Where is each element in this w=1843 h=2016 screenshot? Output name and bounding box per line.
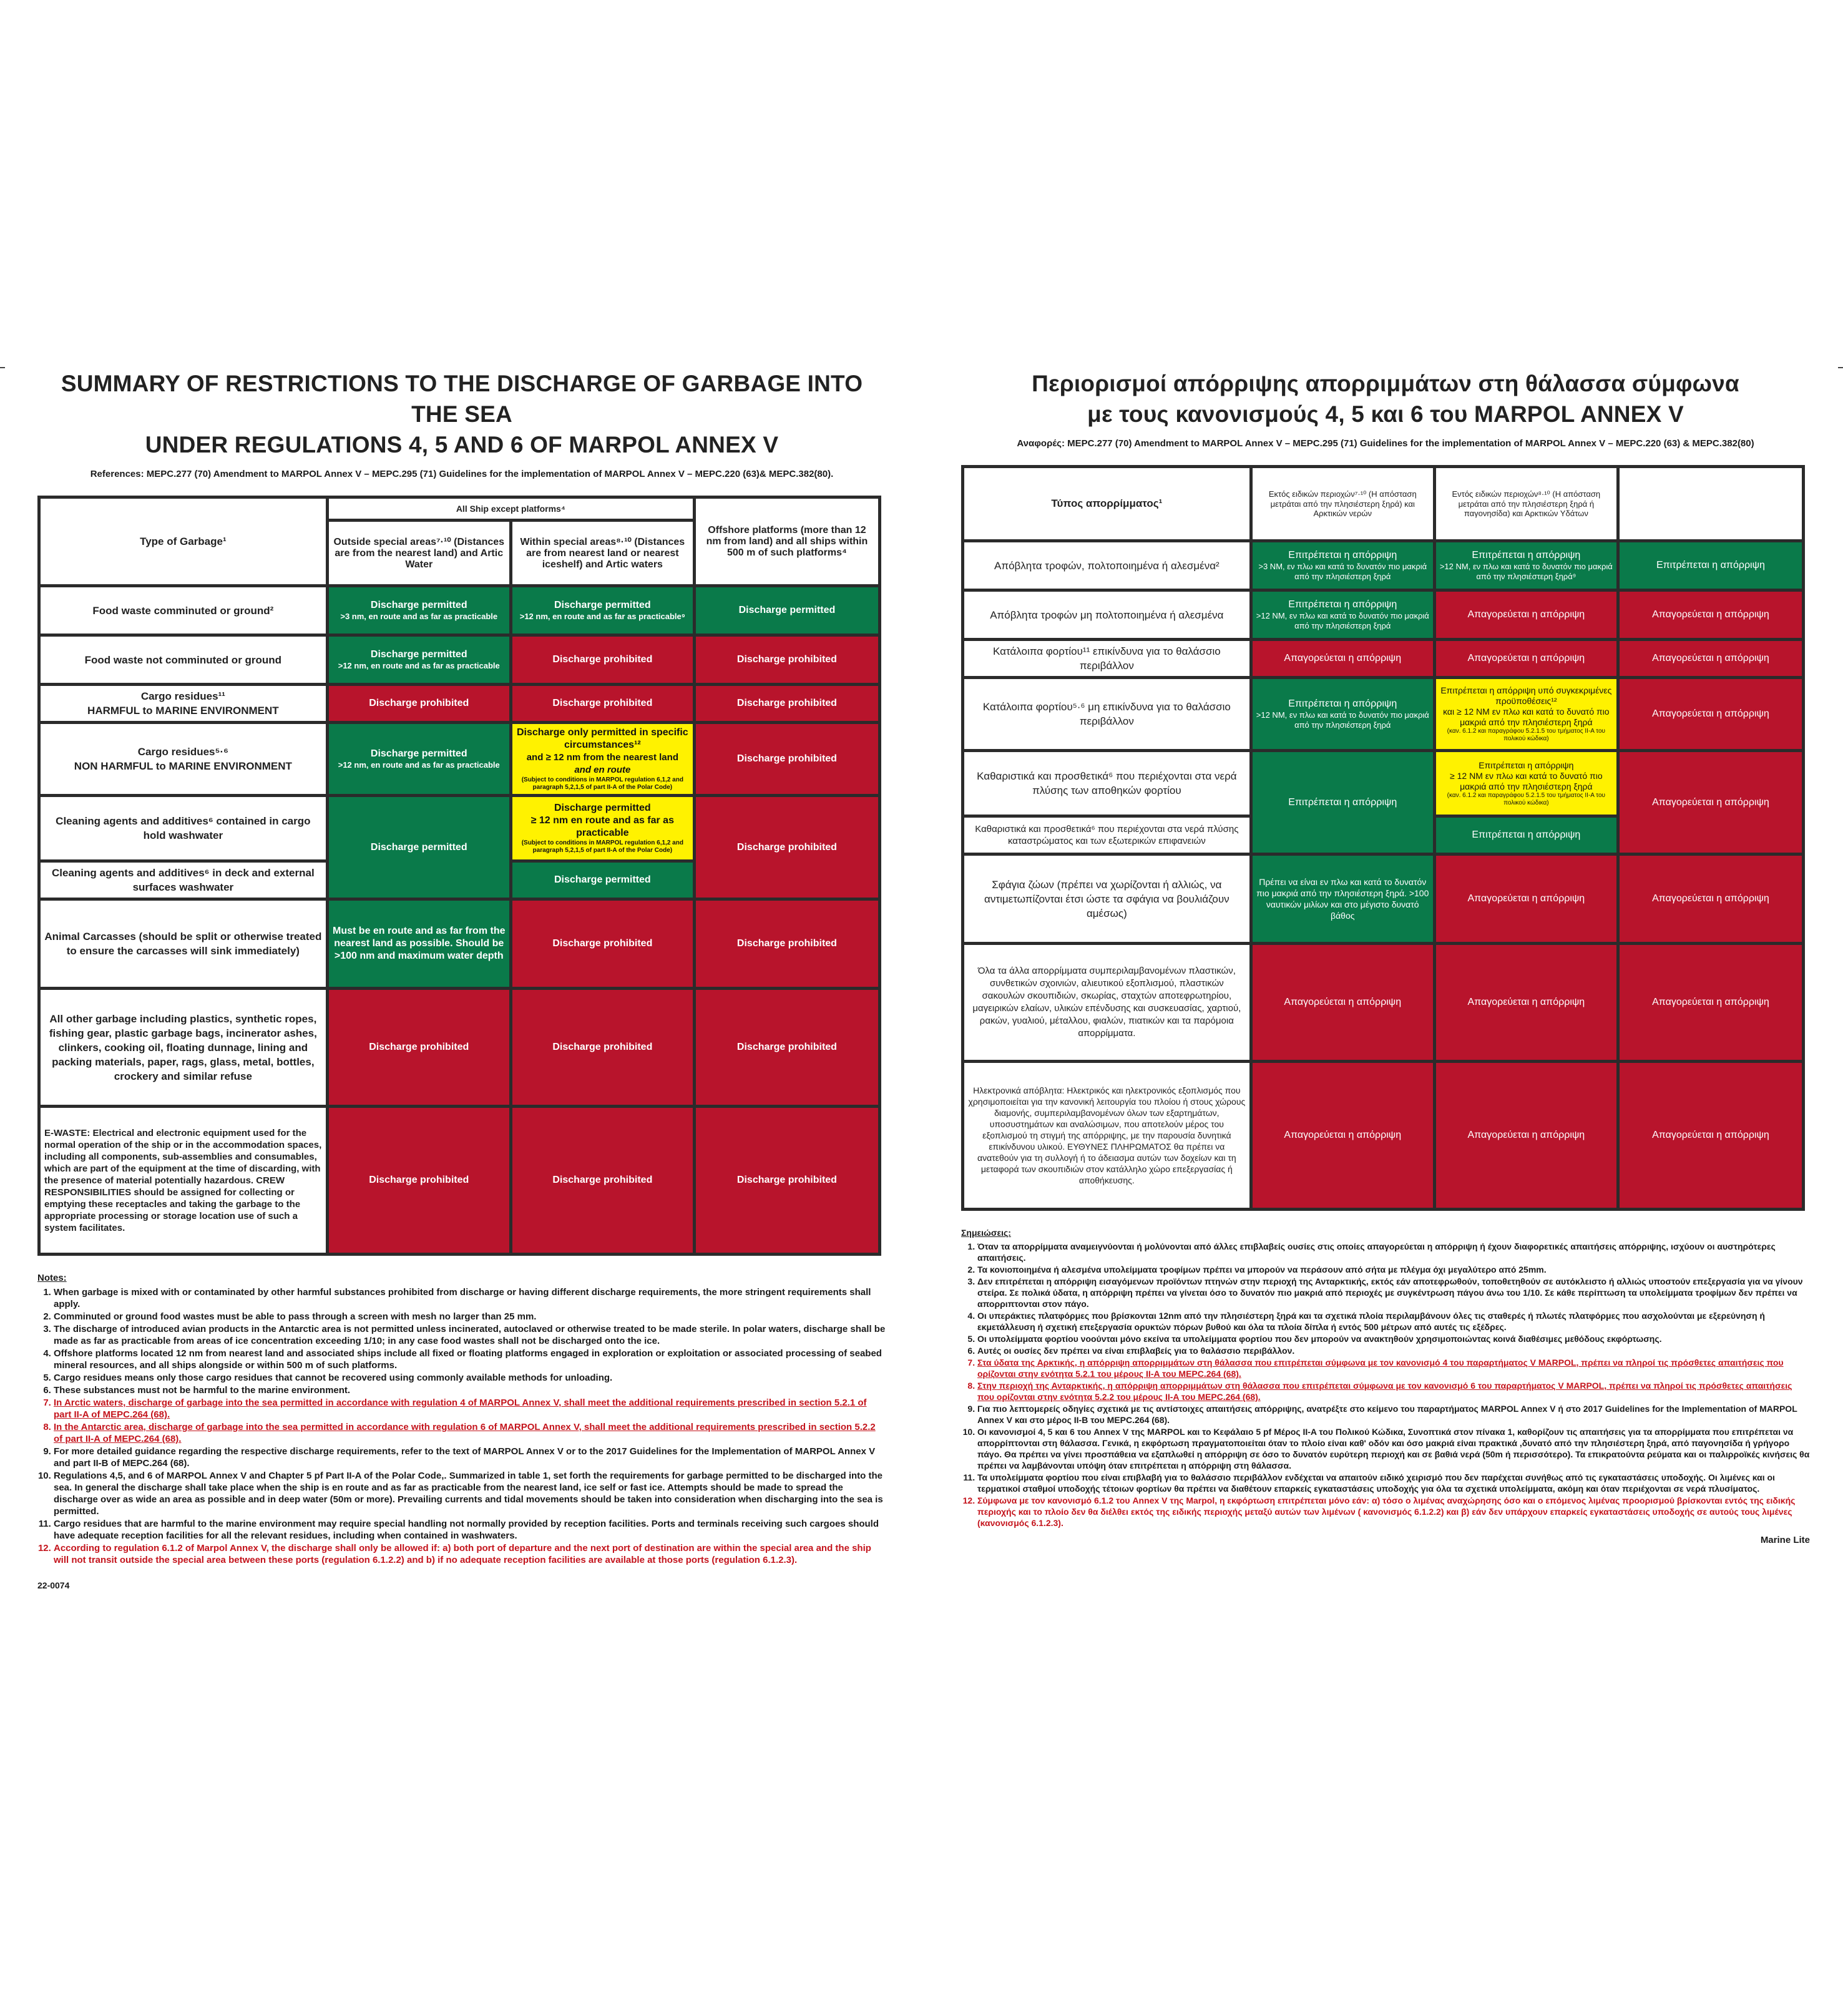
header-outside-special: Outside special areas⁷·¹⁰ (Distances are from the nearest land) and Artic Water xyxy=(329,522,509,584)
restrictions-table-greek xyxy=(961,465,1805,1211)
note-item: 12. According to regulation 6.1.2 of Marpol Annex V, the discharge shall only be allowed if: a) both port of departure and the next port of destination are within the special area and the ship will not transit outside the special area between these ports (regulation 6.1.2.2) and b) if no adequate reception facilities are available at those ports (regulation 6.1.2.3). xyxy=(54,1542,886,1566)
condition-text: >12 NM, εν πλω και κατά το δυνατόν πιο μακριά από την πλησιέστερη ξηρά⁹ xyxy=(1439,562,1613,581)
cell-prohibited: Discharge prohibited xyxy=(696,686,878,721)
cell-conditional-green: Πρέπει να είναι εν πλω και κατά το δυνατόν πιο μακριά από την πλησιέστερη ξηρά. >100 ναυτικών μιλίων και στο μέγιστο δυνατό βάθος xyxy=(1253,856,1433,942)
cell-prohibited: Discharge prohibited xyxy=(329,990,509,1105)
note-item: 7. In Arctic waters, discharge of garbage into the sea permitted in accordance with regulation 4 of MARPOL Annex V, shall meet the additional requirements prescribed in section 5.2.1 of part II-A of MEPC.264 (68). xyxy=(54,1397,886,1421)
header-within-special: Εντός ειδικών περιοχών⁸·¹⁰ (Η απόσταση μετράται από την πλησιέστερη ξηρά ή παγονησίδα) και Αρκτικών Υδάτων xyxy=(1436,468,1616,539)
cell-prohibited: Discharge prohibited xyxy=(512,637,693,683)
greek-panel xyxy=(961,368,1810,1546)
cell-conditional xyxy=(512,797,693,859)
row-cleaning-hold: Καθαριστικά και προσθετικά⁶ που περιέχονται στα νερά πλύσης των αποθηκών φορτίου xyxy=(964,752,1249,815)
restrictions-table-english xyxy=(37,496,881,1256)
condition-text: Discharge only permitted in specific circumstances¹² xyxy=(516,727,688,750)
row-cargo-non-harmful xyxy=(41,724,326,794)
note-item: 12. Σύμφωνα με τον κανονισμό 6.1.2 του Annex V της Marpol, η εκφόρτωση επιτρέπεται μόνο εάν: α) τόσο ο λιμένας αναχώρησης όσο και ο επόμενος λιμένας προορισμού βρίσκονται εντός της ειδικής περιοχής και το πλοίο δεν θα διέλθει εκτός της ειδικής περιοχής μεταξύ αυτών των λιμένων ( κανονισμός 6.1.2.2) και β) εάν δεν υπάρχουν επαρκείς εγκαταστάσεις υποδοχής σε αυτούς τους λιμένες (κανονισμός 6.1.2.3). xyxy=(977,1495,1810,1529)
status-text: Επιτρέπεται η απόρριψη xyxy=(1288,599,1397,610)
note-item: 10. Regulations 4,5, and 6 of MARPOL Annex V and Chapter 5 pf Part II-A of the Polar Code,. Summarized in table 1, set forth the requirements for garbage permitted to be discharged into the sea. In general the discharge shall take place when the ship is en route and as far as practicable from the nearest land, ice self or fast ice. Attempts should be made to spread the discharge over as wide an area as possible and in deep water (50m or more). Prevailing currents and tidal movements should be taken into consideration when discharging into the sea is permitted. xyxy=(54,1470,886,1517)
cell-prohibited: Discharge prohibited xyxy=(696,797,878,898)
cell-permitted: Επιτρέπεται η απόρριψη xyxy=(1253,752,1433,853)
fine-print: (καν. 6.1.2 και παραγράφου 5.2.1.5 του τμήματος II-A του πολικού κώδικα) xyxy=(1447,791,1606,806)
header-type-of-garbage: Type of Garbage¹ xyxy=(41,499,326,584)
fine-print: (Subject to conditions in MARPOL regulation 6,1,2 and paragraph 5,2,1,5 of part II-A of the Polar Code) xyxy=(521,776,683,791)
fine-print: (Subject to conditions in MARPOL regulation 6,1,2 and paragraph 5,2,1,5 of part II-A of the Polar Code) xyxy=(521,839,683,854)
status-text: Επιτρέπεται η απόρριψη xyxy=(1288,550,1397,560)
cell-permitted xyxy=(1253,542,1433,589)
row-cleaning-deck: Καθαριστικά και προσθετικά⁶ που περιέχονται στα νερά πλύσης καταστρώματος και των εξωτερικών επιφανειών xyxy=(964,818,1249,853)
row-cargo-non-harmful: Κατάλοιπα φορτίου⁵·⁶ μη επικίνδυνα για το θαλάσσιο περιβάλλον xyxy=(964,679,1249,749)
row-e-waste: Ηλεκτρονικά απόβλητα: Ηλεκτρικός και ηλεκτρονικός εξοπλισμός που χρησιμοποιείται για την κανονική λειτουργία του πλοίου ή στους χώρους διαμονής, συμπεριλαμβανομένων όλων των εξαρτημάτων, υποσυστημάτων και αναλώσιμων, που αποτελούν μέρος του εξοπλισμού τη στιγμή της απόρριψης, με την παρουσία δυνητικά επικίνδυνου υλικού. ΕΥΘΥΝΕΣ ΠΛΗΡΩΜΑΤΟΣ θα πρέπει να ανατεθούν για τη συλλογή ή το άδειασμα αυτών των δοχείων και τη μεταφορά των σκουπιδιών στον κατάλληλο χώρο επεξεργασίας ή αποθήκευσης. xyxy=(964,1063,1249,1208)
cell-prohibited: Discharge prohibited xyxy=(329,686,509,721)
note-item: 7. Στα ύδατα της Αρκτικής, η απόρριψη απορριμμάτων στη θάλασσα που επιτρέπεται σύμφωνα με τον κανονισμό 4 του παραρτήματος V MARPOL, πρέπει να πληροί τις πρόσθετες απαιτήσεις που ορίζονται στην ενότητα 5.2.1 του μέρους II-A του MEPC.264 (68). xyxy=(977,1357,1810,1379)
cell-prohibited: Απαγορεύεται η απόρριψη xyxy=(1620,752,1802,853)
page-title-english xyxy=(37,368,886,460)
cell-permitted: Discharge permitted xyxy=(696,587,878,634)
cell-permitted: Επιτρέπεται η απόρριψη xyxy=(1436,818,1616,853)
status-text: Discharge permitted xyxy=(370,649,467,660)
cell-permitted xyxy=(329,724,509,794)
note-item: 6. Αυτές οι ουσίες δεν πρέπει να είναι επιβλαβείς για το θαλάσσιο περιβάλλον. xyxy=(977,1345,1810,1356)
cell-permitted xyxy=(1253,679,1433,749)
condition-text: και ≥ 12 NM εν πλω και κατά το δυνατό πιο μακριά από την πλησιέστερη ξηρά xyxy=(1443,707,1610,727)
page-title-greek xyxy=(961,368,1810,429)
header-within-special: Within special areas⁸·¹⁰ (Distances are from nearest land or nearest iceshelf) and Artic waters xyxy=(512,522,693,584)
title-line-1: SUMMARY OF RESTRICTIONS TO THE DISCHARGE OF GARBAGE INTO THE SEA xyxy=(61,371,863,427)
header-all-ship: All Ship except platforms⁴ xyxy=(329,499,693,519)
header-type-of-garbage: Τύπος απορρίμματος¹ xyxy=(964,468,1249,539)
row-label: Cargo residues¹¹ xyxy=(140,690,225,702)
cell-conditional xyxy=(512,724,693,794)
row-animal-carcasses: Σφάγια ζώων (πρέπει να χωρίζονται ή αλλιώς, να αντιμετωπίζονται έτσι ώστε τα σφάγια να βουλιάζουν αμέσως) xyxy=(964,856,1249,942)
condition-text: >3 NM, εν πλω και κατά το δυνατόν πιο μακριά από την πλησιέστερη ξηρά xyxy=(1258,562,1427,581)
status-text: Discharge permitted xyxy=(370,748,467,759)
cell-prohibited: Discharge prohibited xyxy=(329,1108,509,1253)
row-cargo-harmful: Κατάλοιπα φορτίου¹¹ επικίνδυνα για το θαλάσσιο περιβάλλον xyxy=(964,641,1249,676)
condition-text: >3 nm, en route and as far as practicable xyxy=(340,612,498,621)
row-food-not-ground: Απόβλητα τροφών μη πολτοποιημένα ή αλεσμένα xyxy=(964,592,1249,638)
note-item: 5. Cargo residues means only those cargo residues that cannot be recovered using commonly available methods for unloading. xyxy=(54,1372,886,1384)
cell-prohibited: Discharge prohibited xyxy=(696,637,878,683)
row-all-other-garbage: All other garbage including plastics, synthetic ropes, fishing gear, plastic garbage bags, incinerator ashes, clinkers, cooking oil, floating dunnage, lining and packing materials, paper, rags, glass, metal, bottles, crockery and similar refuse xyxy=(41,990,326,1105)
cell-permitted: Discharge permitted xyxy=(512,863,693,898)
cell-prohibited: Απαγορεύεται η απόρριψη xyxy=(1620,641,1802,676)
cell-conditional xyxy=(1436,752,1616,815)
row-animal-carcasses: Animal Carcasses (should be split or otherwise treated to ensure the carcasses will sink immediately) xyxy=(41,901,326,987)
note-item: 8. In the Antarctic area, discharge of garbage into the sea permitted in accordance with regulation 6 of MARPOL Annex V, shall meet the additional requirements prescribed in section 5.2.2 of part II-A of MEPC.264 (68). xyxy=(54,1421,886,1445)
cell-prohibited: Απαγορεύεται η απόρριψη xyxy=(1620,1063,1802,1208)
note-item: 2. Τα κονιοποιημένα ή αλεσμένα υπολείμματα τροφίμων πρέπει να μπορούν να περάσουν από σήτα με πλέγμα όχι μεγαλύτερο από 25mm. xyxy=(977,1264,1810,1275)
row-cleaning-hold: Cleaning agents and additives⁶ contained in cargo hold washwater xyxy=(41,797,326,859)
status-text: Επιτρέπεται η απόρριψη xyxy=(1472,550,1581,560)
title-line-2: με τους κανονισμούς 4, 5 και 6 του MARPOL ANNEX V xyxy=(1087,401,1684,427)
cell-prohibited: Discharge prohibited xyxy=(696,901,878,987)
cell-prohibited: Discharge prohibited xyxy=(696,724,878,794)
cell-prohibited: Απαγορεύεται η απόρριψη xyxy=(1253,1063,1433,1208)
row-cargo-harmful xyxy=(41,686,326,721)
note-item: 3. Δεν επιτρέπεται η απόρριψη εισαγόμενων προϊόντων πτηνών στην περιοχή της Ανταρκτικής, εκτός εάν αποτεφρωθούν, τοποθετηθούν σε αυτόκλειστο ή αλλιώς υποστούν επεξεργασία για να γίνουν στείρα. Σε πολικά ύδατα, η απόρριψη πρέπει να γίνεται όσο το δυνατόν πιο μακριά από περιοχές με συγκέντρωση πάγου άνω του 1/10. Σε κάθε περίπτωση τα υπολείμματα τροφίμων δεν πρέπει να απορριπτονται στον πάγο. xyxy=(977,1276,1810,1309)
cell-permitted xyxy=(1253,592,1433,638)
status-text: Επιτρέπεται η απόρριψη xyxy=(1288,698,1397,709)
cell-conditional-green: Must be en route and as far from the nearest land as possible. Should be >100 nm and maximum water depth xyxy=(329,901,509,987)
note-item: 1. Όταν τα απορρίμματα αναμειγνύονται ή μολύνονται από άλλες επιβλαβείς ουσίες στις οποίες απαγορεύεται η απόρριψη ή έχουν διαφορετικές απαιτήσεις απόρριψης, ισχύουν οι αυστηρότερες απαιτήσεις. xyxy=(977,1241,1810,1263)
english-panel xyxy=(37,368,886,1592)
cell-conditional xyxy=(1436,679,1616,749)
row-food-ground: Απόβλητα τροφών, πολτοποιημένα ή αλεσμένα² xyxy=(964,542,1249,589)
note-item: 5. Οι υπολείμματα φορτίου νοούνται μόνο εκείνα τα υπολείμματα φορτίου που δεν μπορούν να ανακτηθούν χρησιμοποιώντας κοινά διαθέσιμες μεθόδους εκφόρτωσης. xyxy=(977,1333,1810,1344)
header-outside-special: Εκτός ειδικών περιοχών⁷·¹⁰ (Η απόσταση μετράται από την πλησιέστερη ξηρά) και Αρκτικών νερών xyxy=(1253,468,1433,539)
row-label-sub: NON HARMFUL to MARINE ENVIRONMENT xyxy=(74,760,292,772)
cell-permitted: Discharge permitted xyxy=(329,797,509,898)
note-item: 11. Τα υπολείμματα φορτίου που είναι επιβλαβή για το θαλάσσιο περιβάλλον ενδέχεται να απαιτούν ειδικό χειρισμό που δεν παρέχεται συνήθως από τις εγκαταστάσεις υποδοχής. Οι λιμένες και οι τερματικοί σταθμοί υποδοχής τέτοιων φορτίων θα πρέπει να διαθέτουν επαρκείς εγκαταστάσεις υποδοχής για όλα τα σχετικά υπολείμματα, ακόμη και όταν περιέχονται σε νερά πλυσίματος. xyxy=(977,1472,1810,1494)
cell-prohibited: Discharge prohibited xyxy=(512,686,693,721)
header-offshore xyxy=(1620,468,1802,539)
cell-prohibited: Απαγορεύεται η απόρριψη xyxy=(1620,592,1802,638)
condition-text: and ≥ 12 nm from the nearest land xyxy=(526,752,678,763)
note-item: 10. Οι κανονισμοί 4, 5 και 6 του Annex V της MARPOL και το Κεφάλαιο 5 pf Μέρος II-A του Πολικού Κώδικα, Συνοπτικά στον πίνακα 1, καθορίζουν τις απαιτήσεις για τα απορρίμματα που επιτρέπεται να απορρίπτονται στη θάλασσα. Γενικά, η εκφόρτωση πραγματοποιείται όταν το πλοίο είναι καθ' οδόν και όσο μακριά είναι πρακτικά ,δυνατό από την πλησιέστερη ξηρά, από παγονησίδα ή γρήγορο πάγο. Θα πρέπει να γίνει προσπάθεια να εξαπλωθεί η απόρριψη σε όσο το δυνατόν ευρύτερη περιοχή και σε βαθιά νερά (50m ή περισσότερο). Τα επικρατούντα ρεύματα και οι παλιρροϊκές κινήσεις θα πρέπει να λαμβάνονται υπόψη όταν επιτρέπεται η απόρριψη στη θάλασσα. xyxy=(977,1426,1810,1471)
condition-text: and en route xyxy=(574,765,631,775)
fine-print: (καν. 6.1.2 και παραγράφου 5.2.1.5 του τμήματος II-A του πολικού κώδικα) xyxy=(1447,728,1606,742)
row-label-sub: HARMFUL to MARINE ENVIRONMENT xyxy=(87,705,279,717)
cell-prohibited: Απαγορεύεται η απόρριψη xyxy=(1436,641,1616,676)
note-item: 11. Cargo residues that are harmful to the marine environment may require special handling not normally provided by reception facilities. Ports and terminals receiving such cargoes should have adequate reception facilities for all the relevant residues, including when contained in washwaters. xyxy=(54,1518,886,1542)
cell-prohibited: Discharge prohibited xyxy=(696,1108,878,1253)
row-label: Cargo residues⁵·⁶ xyxy=(137,746,228,758)
status-text: Discharge permitted xyxy=(370,600,467,610)
cell-permitted: Επιτρέπεται η απόρριψη xyxy=(1620,542,1802,589)
cell-prohibited: Απαγορεύεται η απόρριψη xyxy=(1436,592,1616,638)
title-line-1: Περιορισμοί απόρριψης απορριμμάτων στη θάλασσα σύμφωνα xyxy=(1032,371,1739,396)
notes-english xyxy=(37,1272,886,1592)
notes-greek xyxy=(961,1227,1810,1546)
row-all-other-garbage: Όλα τα άλλα απορρίμματα συμπεριλαμβανομένων πλαστικών, συνθετικών σχοινιών, αλιευτικού εξοπλισμού, πλαστικών σακουλών σκουπιδιών, σκωρίας, σταχτών αποτεφρωτηρίου, μαγειρικών ελαίων, υλικών επένδυσης και συσκευασίας, χαρτιού, ρακών, γυαλιού, μέταλλου, φιαλών, πιατικών και τα παρόμοια απορρίμματα. xyxy=(964,945,1249,1060)
references-greek: Αναφορές: MEPC.277 (70) Amendment to MARPOL Annex V – MEPC.295 (71) Guidelines for the implementation of MARPOL Annex V – MEPC.220 (63) & MEPC.382(80) xyxy=(1017,438,1754,449)
note-item: 4. Οι υπεράκτιες πλατφόρμες που βρίσκονται 12nm από την πλησιέστερη ξηρά και τα σχετικά πλοία περιλαμβάνουν όλες τις σταθερές ή πλωτές πλατφόρμες που ασχολούνται με εξερεύνηση ή εκμετάλλευση ή σχετική επεξεργασία ορυκτών πόρων βυθού και όλα τα πλοία δίπλα ή εντός 500 μέτρων από αυτές τις εξέδρες. xyxy=(977,1310,1810,1333)
note-item: 9. Για πιο λεπτομερείς οδηγίες σχετικά με τις αντίστοιχες απαιτήσεις απόρριψης, ανατρέξτε στο κείμενο του παραρτήματος MARPOL Annex V ή στο 2017 Guidelines for the Implementation of MARPOL Annex V και στο μέρος II-B του MEPC.264 (68). xyxy=(977,1403,1810,1426)
row-cleaning-deck: Cleaning agents and additives⁶ in deck and external surfaces washwater xyxy=(41,863,326,898)
notes-heading: Notes: xyxy=(37,1273,67,1283)
cell-permitted xyxy=(329,637,509,683)
note-item: 9. For more detailed guidance regarding the respective discharge requirements, refer to the text of MARPOL Annex V or to the 2017 Guidelines for the Implementation of MARPOL Annex V and part II-B of MEPC.264 (68). xyxy=(54,1446,886,1469)
cell-prohibited: Απαγορεύεται η απόρριψη xyxy=(1620,945,1802,1060)
condition-text: >12 nm, en route and as far as practicable⁹ xyxy=(519,612,685,621)
cell-prohibited: Απαγορεύεται η απόρριψη xyxy=(1620,679,1802,749)
cell-prohibited: Απαγορεύεται η απόρριψη xyxy=(1620,856,1802,942)
row-food-not-ground: Food waste not comminuted or ground xyxy=(41,637,326,683)
brand-label: Marine Lite xyxy=(1760,1535,1810,1545)
condition-text: >12 NM, εν πλω και κατά το δυνατόν πιο μακριά από την πλησιέστερη ξηρά xyxy=(1256,611,1429,630)
cell-prohibited: Απαγορεύεται η απόρριψη xyxy=(1436,1063,1616,1208)
row-food-ground: Food waste comminuted or ground² xyxy=(41,587,326,634)
condition-text: >12 NM, εν πλω και κατά το δυνατόν πιο μακριά από την πλησιέστερη ξηρά xyxy=(1256,710,1429,730)
cell-prohibited: Απαγορεύεται η απόρριψη xyxy=(1253,945,1433,1060)
title-line-2: UNDER REGULATIONS 4, 5 AND 6 OF MARPOL ANNEX V xyxy=(145,432,779,458)
document-code: 22-0074 xyxy=(37,1580,70,1590)
cell-prohibited: Απαγορεύεται η απόρριψη xyxy=(1436,856,1616,942)
condition-text: >12 nm, en route and as far as practicable xyxy=(338,661,500,670)
condition-text: Επιτρέπεται η απόρριψη υπό συγκεκριμένες προϋποθέσεις¹² xyxy=(1440,685,1612,706)
note-item: 1. When garbage is mixed with or contaminated by other harmful substances prohibited from discharge or having different discharge requirements, the more stringent requirements shall apply. xyxy=(54,1286,886,1310)
cell-prohibited: Discharge prohibited xyxy=(512,1108,693,1253)
status-text: Discharge permitted xyxy=(554,803,651,813)
notes-heading: Σημειώσεις: xyxy=(961,1228,1011,1238)
note-item: 3. The discharge of introduced avian products in the Antarctic area is not permitted unless incinerated, autoclaved or otherwise treated to be made sterile. In polar waters, discharge shall be made as far as practicable from areas of ice concentration exceeding 1/10; in any case food wastes shall not be discharged onto the ice. xyxy=(54,1323,886,1347)
row-e-waste: E-WASTE: Electrical and electronic equipment used for the normal operation of the ship or in the accommodation spaces, including all components, sub-assemblies and consumables, which are part of the equipment at the time of discarding, with the presence of material potentially hazardous. CREW RESPONSIBILITIES should be assigned for collecting or emptying these receptacles and taking the garbage to the appropriate processing or storage location use of such a system facilitates. xyxy=(41,1108,326,1253)
cell-prohibited: Discharge prohibited xyxy=(696,990,878,1105)
condition-text: ≥ 12 NM εν πλω και κατά το δυνατό πιο μακριά από την πλησιέστερη ξηρά xyxy=(1450,770,1603,791)
crop-mark-right xyxy=(1838,367,1843,368)
cell-prohibited: Discharge prohibited xyxy=(512,901,693,987)
condition-text: ≥ 12 nm en route and as far as practicable xyxy=(530,815,674,838)
cell-prohibited: Discharge prohibited xyxy=(512,990,693,1105)
note-item: 6. These substances must not be harmful to the marine environment. xyxy=(54,1384,886,1396)
cell-permitted xyxy=(329,587,509,634)
condition-text: >12 nm, en route and as far as practicable xyxy=(338,760,500,770)
note-item: 4. Offshore platforms located 12 nm from nearest land and associated ships include all fixed or floating platforms engaged in exploration or exploitation or associated processing of seabed mineral resources, and all ships alongside or within 500 m of such platforms. xyxy=(54,1348,886,1371)
header-offshore: Offshore platforms (more than 12 nm from land) and all ships within 500 m of such platforms⁴ xyxy=(696,499,878,584)
cell-prohibited: Απαγορεύεται η απόρριψη xyxy=(1253,641,1433,676)
status-text: Discharge permitted xyxy=(554,600,651,610)
status-text: Επιτρέπεται η απόρριψη xyxy=(1479,760,1574,770)
crop-mark-left xyxy=(0,367,5,368)
cell-prohibited: Απαγορεύεται η απόρριψη xyxy=(1436,945,1616,1060)
cell-permitted xyxy=(1436,542,1616,589)
note-item: 2. Comminuted or ground food wastes must be able to pass through a screen with mesh no larger than 25 mm. xyxy=(54,1311,886,1323)
note-item: 8. Στην περιοχή της Ανταρκτικής, η απόρριψη απορριμμάτων στη θάλασσα που επιτρέπεται σύμφωνα με τον κανονισμό 6 του παραρτήματος V MARPOL, πρέπει να πληροί τις πρόσθετες απαιτήσεις που ορίζονται στην ενότητα 5.2.2 του μέρους II-A του MEPC.264 (68). xyxy=(977,1380,1810,1402)
cell-permitted xyxy=(512,587,693,634)
references-english: References: MEPC.277 (70) Amendment to MARPOL Annex V – MEPC.295 (71) Guidelines for the implementation of MARPOL Annex V – MEPC.220 (63)& MEPC.382(80). xyxy=(90,469,834,479)
